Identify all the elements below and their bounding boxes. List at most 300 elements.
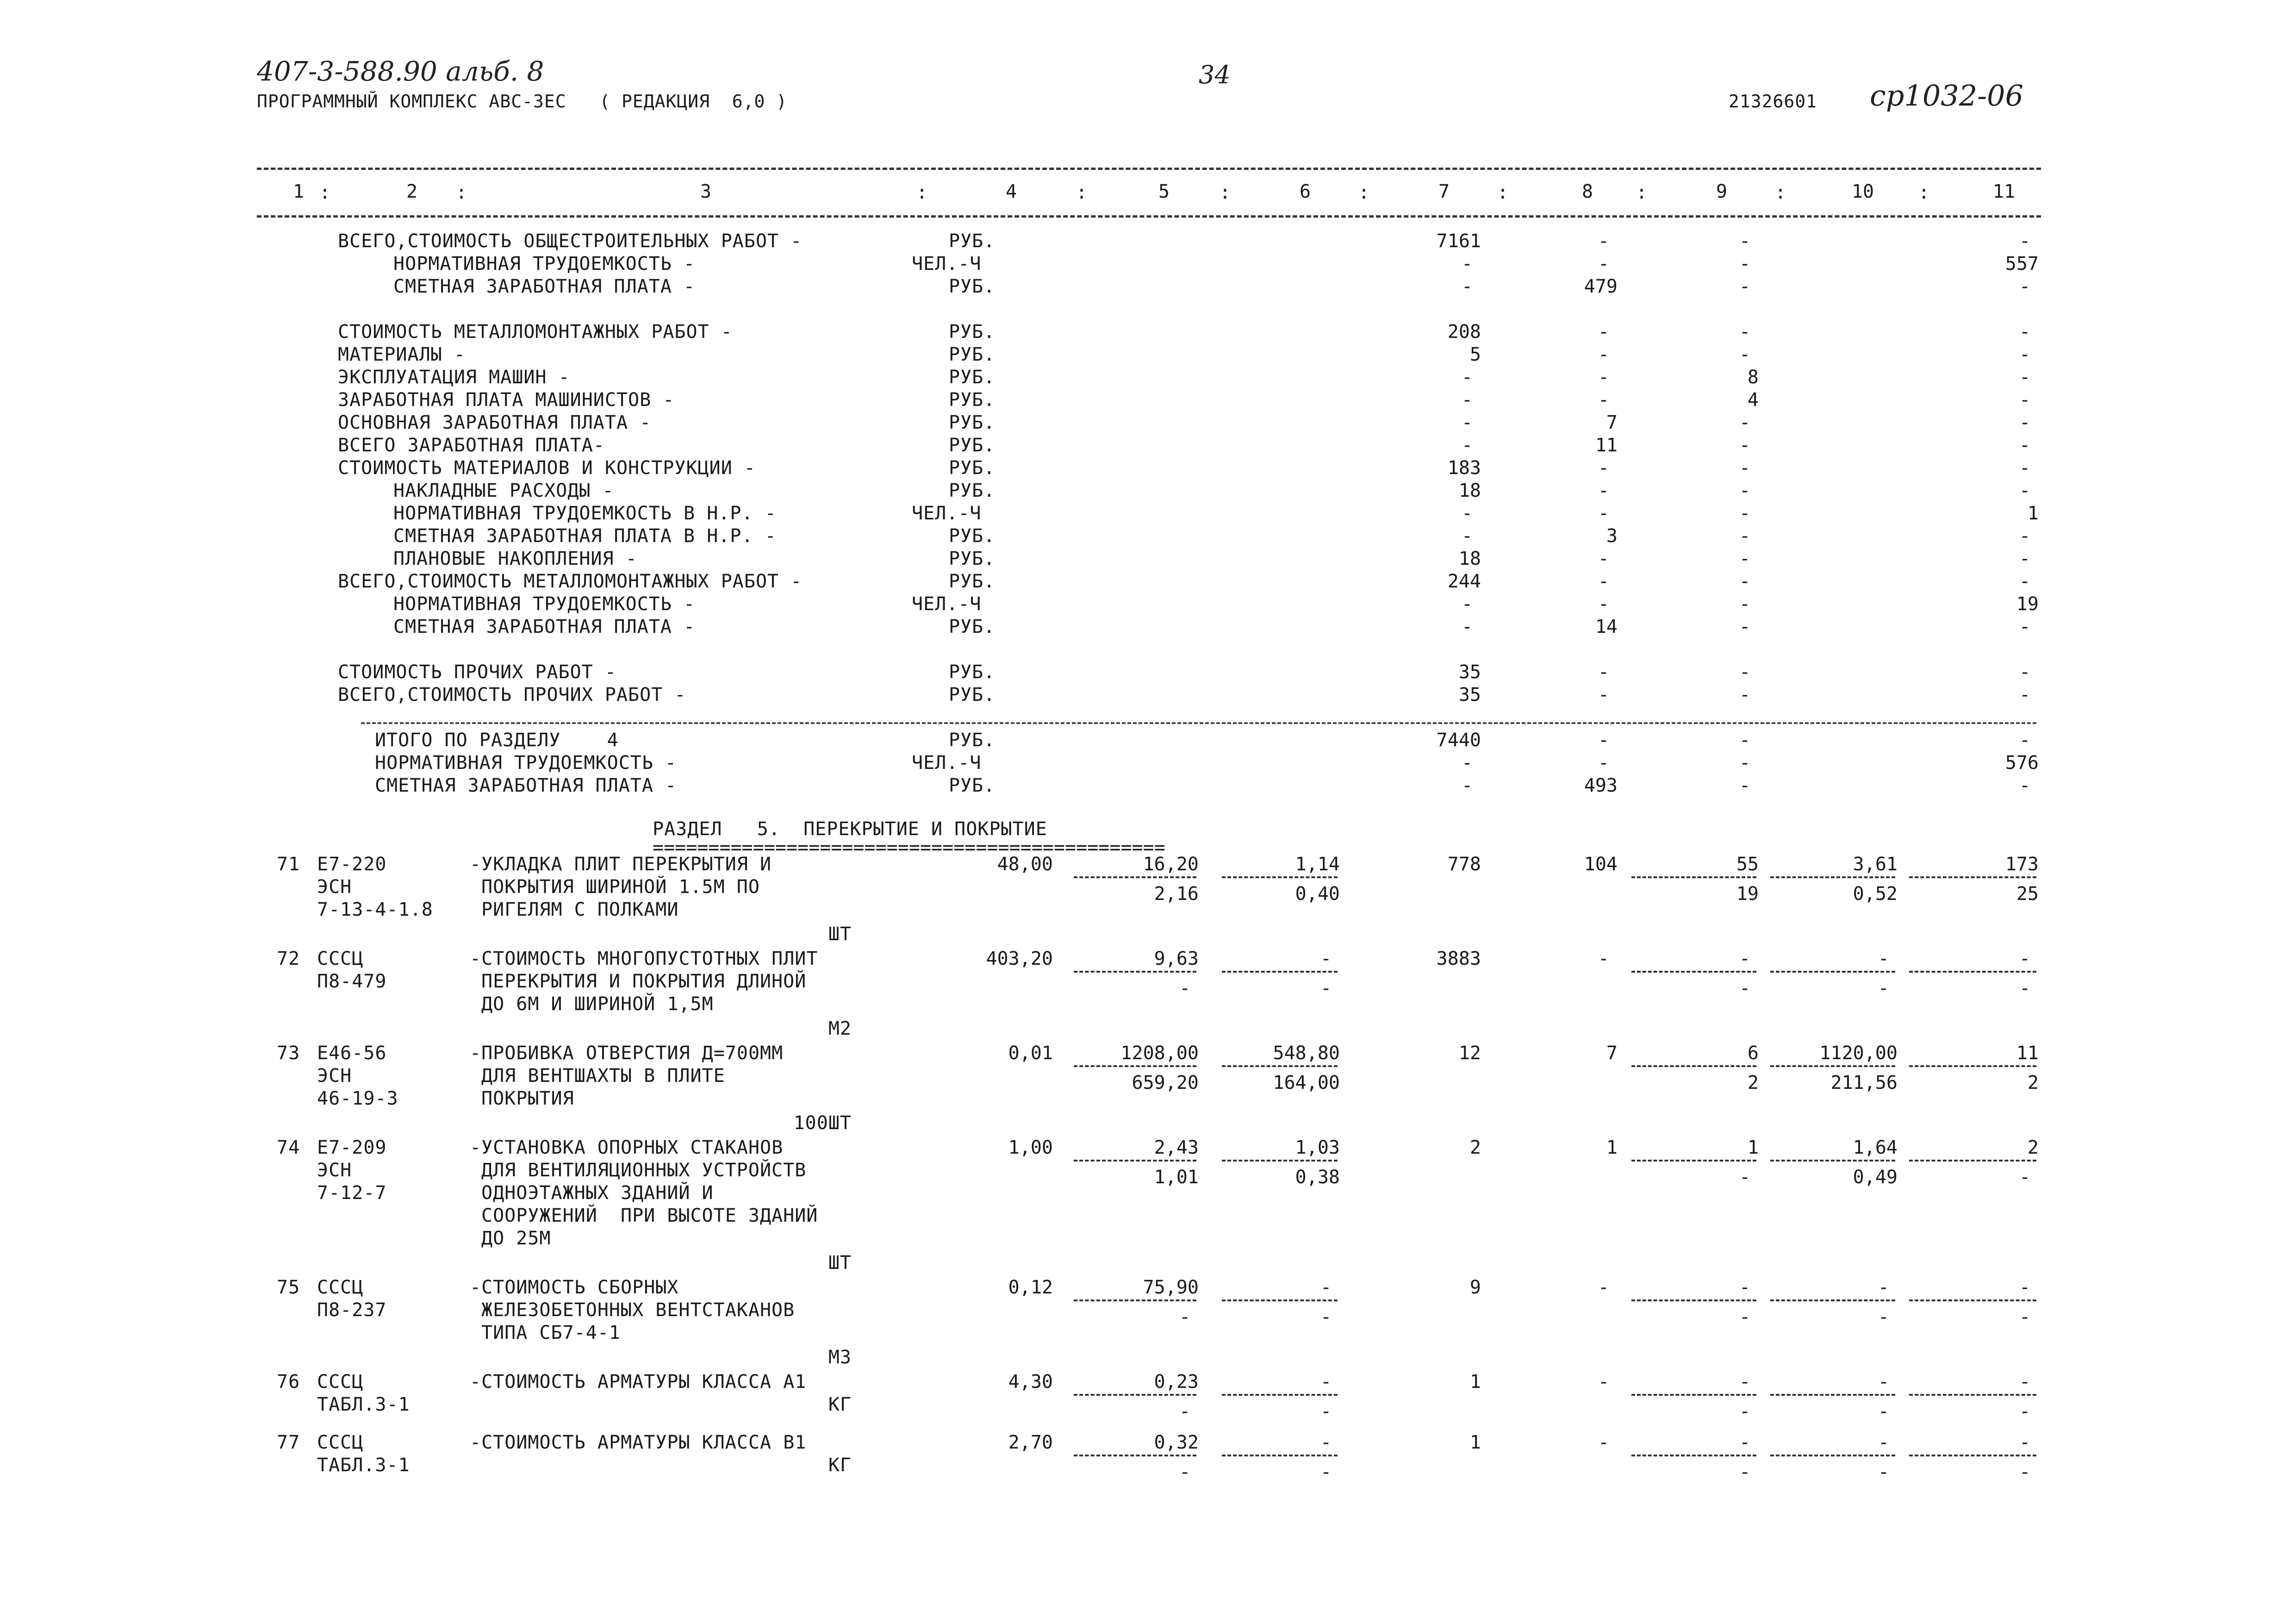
- value-c9: -: [1739, 775, 1751, 796]
- program-line: ПРОГРАММНЫЙ КОМПЛЕКС АВС-3ЕС ( РЕДАКЦИЯ 6,0 ): [257, 91, 788, 112]
- value-c8: -: [1598, 752, 1610, 774]
- section-title-underline: ==============================================: [653, 838, 1165, 857]
- value-divider-c10: [1770, 1065, 1895, 1067]
- value-c8: -: [1598, 548, 1610, 569]
- value-divider-c9: [1631, 1160, 1756, 1162]
- value-c5: -: [1179, 1306, 1191, 1328]
- value-c11: -: [2019, 344, 2031, 365]
- value-c10: 0,49: [1853, 1167, 1898, 1188]
- value-c6: -: [1320, 1277, 1332, 1298]
- item-code: П8-237: [317, 1299, 387, 1321]
- value-divider-c5: [1074, 1455, 1196, 1456]
- column-header-4: 4: [1005, 181, 1017, 202]
- column-header-11: 11: [1992, 181, 2016, 202]
- section-total-rule: [361, 722, 2036, 724]
- item-description: СООРУЖЕНИЙ ПРИ ВЫСОТЕ ЗДАНИЙ: [481, 1205, 818, 1226]
- value-c8: 14: [1595, 616, 1618, 637]
- summary-unit: РУБ.: [949, 231, 996, 252]
- summary-unit: РУБ.: [949, 571, 996, 592]
- value-c7: 244: [1447, 571, 1481, 592]
- value-c11: -: [2019, 525, 2031, 547]
- value-c10: -: [1878, 1401, 1890, 1422]
- value-c4: 0,01: [1008, 1043, 1053, 1064]
- column-header-9: 9: [1716, 181, 1728, 202]
- value-c10: 0,52: [1853, 883, 1898, 905]
- value-c7: 1: [1469, 1371, 1481, 1393]
- value-c6: -: [1320, 1461, 1332, 1483]
- value-divider-c10: [1770, 971, 1895, 973]
- item-number: 74: [277, 1137, 300, 1158]
- item-description: ДО 6М И ШИРИНОЙ 1,5М: [481, 993, 714, 1015]
- value-c11: -: [2019, 435, 2031, 456]
- item-description: ДЛЯ ВЕНТИЛЯЦИОННЫХ УСТРОЙСТВ: [481, 1160, 807, 1181]
- value-c9: -: [1739, 344, 1751, 365]
- section-total-label: ИТОГО ПО РАЗДЕЛУ 4: [375, 730, 619, 751]
- section-total-label: НОРМАТИВНАЯ ТРУДОЕМКОСТЬ -: [375, 752, 677, 774]
- value-divider-c6: [1222, 1299, 1338, 1301]
- item-number: 73: [277, 1043, 300, 1064]
- value-c6: 1,03: [1295, 1137, 1340, 1158]
- value-c8: -: [1598, 457, 1610, 479]
- value-divider-c10: [1770, 1455, 1895, 1456]
- value-c6: 164,00: [1273, 1072, 1340, 1093]
- value-c7: 35: [1458, 662, 1481, 683]
- value-c5: -: [1179, 1401, 1191, 1422]
- value-c8: 1: [1606, 1137, 1618, 1158]
- value-c10: -: [1878, 978, 1890, 999]
- summary-unit: ЧЕЛ.-Ч: [912, 253, 982, 275]
- summary-label: СТОИМОСТЬ МЕТАЛЛОМОНТАЖНЫХ РАБОТ -: [338, 321, 733, 343]
- summary-unit: РУБ.: [949, 616, 996, 637]
- value-c7: 9: [1469, 1277, 1481, 1298]
- summary-unit: РУБ.: [949, 662, 996, 683]
- value-c8: 3: [1606, 525, 1618, 547]
- value-c8: -: [1598, 662, 1610, 683]
- value-c9: -: [1739, 1277, 1751, 1298]
- value-c11: -: [2019, 457, 2031, 479]
- summary-label: НОРМАТИВНАЯ ТРУДОЕМКОСТЬ -: [393, 253, 696, 275]
- value-divider-c9: [1631, 876, 1756, 878]
- value-c5: -: [1179, 978, 1191, 999]
- summary-label: СМЕТНАЯ ЗАРАБОТНАЯ ПЛАТА В Н.Р. -: [393, 525, 777, 547]
- column-separator: :: [319, 182, 331, 203]
- value-c9: -: [1739, 948, 1751, 969]
- value-c11: -: [2019, 321, 2031, 343]
- item-number: 71: [277, 854, 300, 875]
- value-c9: -: [1739, 503, 1751, 524]
- value-c9: 4: [1747, 389, 1759, 411]
- value-c11: 173: [2005, 854, 2039, 875]
- item-unit: М2: [828, 1018, 852, 1039]
- value-c6: 0,38: [1295, 1167, 1340, 1188]
- item-code: ЭСН: [317, 1065, 352, 1087]
- table-top-rule: [257, 168, 2041, 170]
- column-header-3: 3: [700, 181, 712, 202]
- summary-label: ПЛАНОВЫЕ НАКОПЛЕНИЯ -: [393, 548, 637, 569]
- item-unit: ШТ: [828, 1252, 852, 1274]
- item-unit: М3: [828, 1347, 852, 1368]
- item-number: 75: [277, 1277, 300, 1298]
- summary-unit: ЧЕЛ.-Ч: [912, 593, 982, 615]
- summary-label: НАКЛАДНЫЕ РАСХОДЫ -: [393, 480, 614, 501]
- summary-unit: РУБ.: [949, 389, 996, 411]
- summary-unit: РУБ.: [949, 276, 996, 297]
- value-c11: -: [2019, 684, 2031, 706]
- value-c9: -: [1739, 752, 1751, 774]
- value-c11: -: [2019, 389, 2031, 411]
- value-c7: -: [1461, 525, 1473, 547]
- value-c5: 75,90: [1143, 1277, 1199, 1298]
- value-c11: -: [2019, 571, 2031, 592]
- value-c10: -: [1878, 1371, 1890, 1393]
- value-c8: -: [1598, 1431, 1610, 1453]
- value-c11: -: [2019, 730, 2031, 751]
- value-c11: -: [2019, 1306, 2031, 1328]
- value-c11: 576: [2005, 752, 2039, 774]
- value-c7: 183: [1447, 457, 1481, 479]
- value-c6: -: [1320, 978, 1332, 999]
- value-c4: 1,00: [1008, 1137, 1053, 1158]
- item-code: СССЦ: [317, 1277, 364, 1298]
- value-c11: -: [2019, 1461, 2031, 1483]
- value-c10: -: [1878, 1461, 1890, 1483]
- value-c5: 2,43: [1154, 1137, 1199, 1158]
- value-c7: -: [1461, 389, 1473, 411]
- item-code: ТАБЛ.3-1: [317, 1394, 410, 1415]
- value-c5: 9,63: [1154, 948, 1199, 969]
- value-c10: -: [1878, 1306, 1890, 1328]
- value-c4: 48,00: [997, 854, 1053, 875]
- value-c9: -: [1739, 1306, 1751, 1328]
- item-description: -СТОИМОСТЬ СБОРНЫХ: [470, 1277, 679, 1298]
- value-c9: -: [1739, 662, 1751, 683]
- value-c11: -: [2019, 412, 2031, 433]
- value-c11: -: [2019, 1277, 2031, 1298]
- value-c9: -: [1739, 1401, 1751, 1422]
- column-header-7: 7: [1438, 181, 1450, 202]
- section-title: РАЗДЕЛ 5. ПЕРЕКРЫТИЕ И ПОКРЫТИЕ: [653, 818, 1047, 840]
- value-c8: -: [1598, 730, 1610, 751]
- column-separator: :: [916, 182, 928, 203]
- item-description: ДЛЯ ВЕНТШАХТЫ В ПЛИТЕ: [481, 1065, 725, 1087]
- value-c8: 7: [1606, 1043, 1618, 1064]
- value-c8: -: [1598, 253, 1610, 275]
- value-divider-c6: [1222, 1065, 1338, 1067]
- section-total-unit: РУБ.: [949, 775, 996, 796]
- value-c9: -: [1739, 231, 1751, 252]
- item-code: ЭСН: [317, 876, 352, 898]
- column-separator: :: [1918, 182, 1930, 203]
- summary-unit: РУБ.: [949, 367, 996, 388]
- value-c11: 19: [2016, 593, 2039, 615]
- column-separator: :: [1497, 182, 1509, 203]
- value-c9: -: [1739, 480, 1751, 501]
- summary-label: ВСЕГО,СТОИМОСТЬ ПРОЧИХ РАБОТ -: [338, 684, 686, 706]
- value-c9: -: [1739, 593, 1751, 615]
- value-c8: -: [1598, 344, 1610, 365]
- value-c11: -: [2019, 1167, 2031, 1188]
- value-c8: -: [1598, 480, 1610, 501]
- value-c11: 2: [2027, 1137, 2039, 1158]
- value-c9: -: [1739, 978, 1751, 999]
- value-c11: 11: [2016, 1043, 2039, 1064]
- item-code: Е7-209: [317, 1137, 387, 1158]
- value-c9: -: [1739, 1167, 1751, 1188]
- value-c8: 493: [1584, 775, 1618, 796]
- value-c9: -: [1739, 571, 1751, 592]
- value-c9: 19: [1736, 883, 1759, 905]
- item-description: -УСТАНОВКА ОПОРНЫХ СТАКАНОВ: [470, 1137, 784, 1158]
- item-code: 7-12-7: [317, 1182, 387, 1204]
- item-unit: ШТ: [828, 924, 852, 945]
- summary-unit: РУБ.: [949, 457, 996, 479]
- value-divider-c11: [1909, 876, 2036, 878]
- value-c9: -: [1739, 1371, 1751, 1393]
- column-separator: :: [1076, 182, 1088, 203]
- item-number: 76: [277, 1371, 300, 1393]
- column-header-2: 2: [406, 181, 418, 202]
- value-c7: -: [1461, 412, 1473, 433]
- value-divider-c6: [1222, 876, 1338, 878]
- column-header-8: 8: [1581, 181, 1593, 202]
- value-c4: 0,12: [1008, 1277, 1053, 1298]
- value-c5: 16,20: [1143, 854, 1199, 875]
- summary-unit: РУБ.: [949, 684, 996, 706]
- item-description: -УКЛАДКА ПЛИТ ПЕРЕКРЫТИЯ И: [470, 854, 772, 875]
- value-divider-c5: [1074, 1160, 1196, 1162]
- value-c11: -: [2019, 548, 2031, 569]
- summary-unit: РУБ.: [949, 435, 996, 456]
- summary-label: НОРМАТИВНАЯ ТРУДОЕМКОСТЬ В Н.Р. -: [393, 503, 777, 524]
- summary-unit: РУБ.: [949, 344, 996, 365]
- value-c9: -: [1739, 684, 1751, 706]
- value-c7: -: [1461, 276, 1473, 297]
- value-c5: 1208,00: [1120, 1043, 1199, 1064]
- value-c7: -: [1461, 775, 1473, 796]
- value-c7: 2: [1469, 1137, 1481, 1158]
- column-separator: :: [1775, 182, 1786, 203]
- value-c7: 1: [1469, 1431, 1481, 1453]
- value-c11: -: [2019, 948, 2031, 969]
- handwritten-project-code: 407-3-588.90 альб. 8: [257, 56, 544, 87]
- summary-label: ВСЕГО,СТОИМОСТЬ МЕТАЛЛОМОНТАЖНЫХ РАБОТ -: [338, 571, 803, 592]
- column-header-6: 6: [1299, 181, 1311, 202]
- value-c9: -: [1739, 276, 1751, 297]
- value-c8: -: [1598, 593, 1610, 615]
- value-c7: 208: [1447, 321, 1481, 343]
- value-c9: -: [1739, 253, 1751, 275]
- value-c9: -: [1739, 548, 1751, 569]
- value-c9: 8: [1747, 367, 1759, 388]
- value-c7: 12: [1458, 1043, 1481, 1064]
- value-c7: 7161: [1436, 231, 1481, 252]
- item-number: 72: [277, 948, 300, 969]
- item-unit: 100ШТ: [793, 1112, 852, 1134]
- value-c9: -: [1739, 730, 1751, 751]
- item-description: РИГЕЛЯМ С ПОЛКАМИ: [481, 899, 679, 920]
- value-c7: -: [1461, 503, 1473, 524]
- value-c6: -: [1320, 1431, 1332, 1453]
- item-code: Е7-220: [317, 854, 387, 875]
- value-divider-c11: [1909, 1065, 2036, 1067]
- value-c11: 2: [2027, 1072, 2039, 1093]
- summary-label: ВСЕГО ЗАРАБОТНАЯ ПЛАТА-: [338, 435, 605, 456]
- value-c8: 479: [1584, 276, 1618, 297]
- value-divider-c6: [1222, 1160, 1338, 1162]
- item-description: ДО 25М: [481, 1228, 551, 1249]
- item-code: СССЦ: [317, 948, 364, 969]
- value-divider-c5: [1074, 1394, 1196, 1396]
- value-c8: -: [1598, 1371, 1610, 1393]
- value-c11: -: [2019, 662, 2031, 683]
- value-c6: -: [1320, 948, 1332, 969]
- value-divider-c10: [1770, 1299, 1895, 1301]
- column-separator: :: [1220, 182, 1231, 203]
- value-c9: -: [1739, 321, 1751, 343]
- item-code: 46-19-3: [317, 1088, 398, 1109]
- value-c7: 5: [1469, 344, 1481, 365]
- summary-label: СТОИМОСТЬ МАТЕРИАЛОВ И КОНСТРУКЦИИ -: [338, 457, 756, 479]
- value-c11: -: [2019, 616, 2031, 637]
- value-c7: -: [1461, 435, 1473, 456]
- value-divider-c5: [1074, 876, 1196, 878]
- section-total-unit: РУБ.: [949, 730, 996, 751]
- summary-unit: РУБ.: [949, 321, 996, 343]
- value-divider-c11: [1909, 971, 2036, 973]
- value-c9: -: [1739, 412, 1751, 433]
- value-c8: 104: [1584, 854, 1618, 875]
- value-c9: -: [1739, 435, 1751, 456]
- handwritten-reference: ср1032-06: [1870, 79, 2024, 112]
- value-c9: -: [1739, 616, 1751, 637]
- item-number: 77: [277, 1431, 300, 1453]
- value-c7: 18: [1458, 480, 1481, 501]
- item-description: -СТОИМОСТЬ АРМАТУРЫ КЛАССА А1: [470, 1371, 807, 1393]
- value-c11: 1: [2027, 503, 2039, 524]
- item-description: -СТОИМОСТЬ МНОГОПУСТОТНЫХ ПЛИТ: [470, 948, 818, 969]
- value-c7: 35: [1458, 684, 1481, 706]
- summary-label: ОСНОВНАЯ ЗАРАБОТНАЯ ПЛАТА -: [338, 412, 652, 433]
- value-c11: 557: [2005, 253, 2039, 275]
- summary-label: СМЕТНАЯ ЗАРАБОТНАЯ ПЛАТА -: [393, 616, 696, 637]
- value-c10: 211,56: [1830, 1072, 1898, 1093]
- value-c8: -: [1598, 684, 1610, 706]
- summary-unit: РУБ.: [949, 548, 996, 569]
- value-c11: -: [2019, 1431, 2031, 1453]
- value-c8: -: [1598, 321, 1610, 343]
- value-divider-c6: [1222, 1455, 1338, 1456]
- value-c8: -: [1598, 231, 1610, 252]
- value-divider-c10: [1770, 1160, 1895, 1162]
- value-divider-c11: [1909, 1394, 2036, 1396]
- value-divider-c9: [1631, 971, 1756, 973]
- value-c8: -: [1598, 389, 1610, 411]
- section-total-unit: ЧЕЛ.-Ч: [912, 752, 982, 774]
- item-code: СССЦ: [317, 1371, 364, 1393]
- value-divider-c5: [1074, 1299, 1196, 1301]
- value-c11: -: [2019, 231, 2031, 252]
- item-description: ОДНОЭТАЖНЫХ ЗДАНИЙ И: [481, 1182, 714, 1204]
- value-c7: -: [1461, 616, 1473, 637]
- value-c11: -: [2019, 480, 2031, 501]
- value-c8: -: [1598, 1277, 1610, 1298]
- value-divider-c6: [1222, 971, 1338, 973]
- value-divider-c6: [1222, 1394, 1338, 1396]
- value-c6: 0,40: [1295, 883, 1340, 905]
- item-code: 7-13-4-1.8: [317, 899, 433, 920]
- value-c5: 659,20: [1132, 1072, 1199, 1093]
- value-divider-c11: [1909, 1160, 2036, 1162]
- value-c11: -: [2019, 1371, 2031, 1393]
- item-unit: КГ: [828, 1394, 852, 1415]
- value-c9: -: [1739, 1431, 1751, 1453]
- value-c9: 1: [1747, 1137, 1759, 1158]
- value-c11: -: [2019, 276, 2031, 297]
- summary-label: СТОИМОСТЬ ПРОЧИХ РАБОТ -: [338, 662, 616, 683]
- item-unit: КГ: [828, 1454, 852, 1476]
- value-c6: -: [1320, 1371, 1332, 1393]
- value-c9: -: [1739, 457, 1751, 479]
- summary-label: ЗАРАБОТНАЯ ПЛАТА МАШИНИСТОВ -: [338, 389, 675, 411]
- value-c11: -: [2019, 978, 2031, 999]
- value-c8: -: [1598, 948, 1610, 969]
- item-description: -ПРОБИВКА ОТВЕРСТИЯ Д=700ММ: [470, 1043, 784, 1064]
- summary-label: ЭКСПЛУАТАЦИЯ МАШИН -: [338, 367, 570, 388]
- value-c5: 2,16: [1154, 883, 1199, 905]
- value-c9: -: [1739, 1461, 1751, 1483]
- value-c7: 18: [1458, 548, 1481, 569]
- value-divider-c9: [1631, 1455, 1756, 1456]
- value-divider-c9: [1631, 1394, 1756, 1396]
- value-c7: -: [1461, 253, 1473, 275]
- value-c8: -: [1598, 503, 1610, 524]
- value-c10: 3,61: [1853, 854, 1898, 875]
- value-divider-c5: [1074, 971, 1196, 973]
- value-divider-c9: [1631, 1065, 1756, 1067]
- value-c4: 4,30: [1008, 1371, 1053, 1393]
- value-c7: -: [1461, 367, 1473, 388]
- value-c8: -: [1598, 571, 1610, 592]
- value-divider-c11: [1909, 1455, 2036, 1456]
- item-code: ТАБЛ.3-1: [317, 1454, 410, 1476]
- value-divider-c5: [1074, 1065, 1196, 1067]
- summary-label: СМЕТНАЯ ЗАРАБОТНАЯ ПЛАТА -: [393, 276, 696, 297]
- value-c7: -: [1461, 752, 1473, 774]
- value-c8: 11: [1595, 435, 1618, 456]
- item-description: ПОКРЫТИЯ: [481, 1088, 574, 1109]
- value-c10: 1,64: [1853, 1137, 1898, 1158]
- item-code: П8-479: [317, 971, 387, 992]
- value-c7: 778: [1447, 854, 1481, 875]
- item-description: ПЕРЕКРЫТИЯ И ПОКРЫТИЯ ДЛИНОЙ: [481, 971, 807, 992]
- value-c7: 3883: [1436, 948, 1481, 969]
- value-c11: -: [2019, 367, 2031, 388]
- value-c9: 55: [1736, 854, 1759, 875]
- value-divider-c10: [1770, 1394, 1895, 1396]
- column-separator: :: [1636, 182, 1648, 203]
- value-divider-c11: [1909, 1299, 2036, 1301]
- column-separator: :: [1358, 182, 1370, 203]
- value-c4: 403,20: [986, 948, 1053, 969]
- column-header-5: 5: [1158, 181, 1170, 202]
- value-c8: -: [1598, 367, 1610, 388]
- value-c5: 0,23: [1154, 1371, 1199, 1393]
- value-c8: 7: [1606, 412, 1618, 433]
- value-c5: 1,01: [1154, 1167, 1199, 1188]
- summary-unit: РУБ.: [949, 412, 996, 433]
- summary-label: ВСЕГО,СТОИМОСТЬ ОБЩЕСТРОИТЕЛЬНЫХ РАБОТ -: [338, 231, 803, 252]
- column-separator: :: [456, 182, 467, 203]
